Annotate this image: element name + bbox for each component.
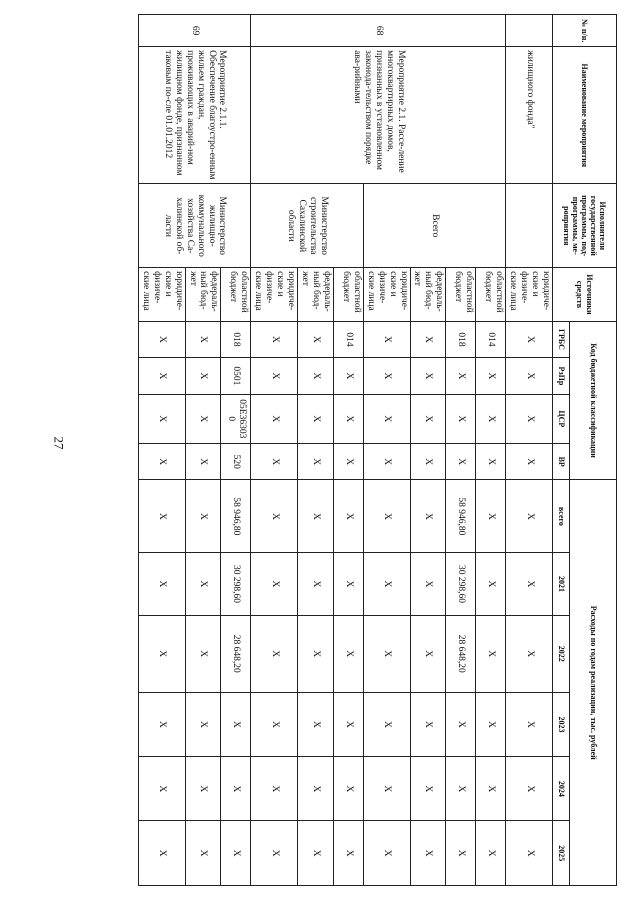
cell-2022: 28 648,20: [221, 615, 251, 692]
cell-2024: Х: [185, 757, 221, 821]
budget-table: [138, 14, 617, 886]
cell-2025: Х: [476, 821, 506, 886]
cell-executor: Всего: [363, 184, 505, 268]
cell-2025: Х: [185, 821, 221, 886]
cell-source: юридиче-ские и физиче-ские лица: [138, 268, 185, 322]
cell-2023: Х: [333, 692, 363, 756]
cell-2024: Х: [506, 757, 553, 821]
cell-vr: Х: [298, 443, 334, 479]
header-num: № п/н.: [553, 15, 617, 47]
cell-source: федераль-ный бюд-жет: [410, 268, 446, 322]
cell-rzpr: Х: [446, 358, 476, 394]
cell-total: Х: [363, 480, 410, 553]
cell-2022: Х: [333, 615, 363, 692]
cell-vr: Х: [333, 443, 363, 479]
cell-grbs: 018: [221, 321, 251, 357]
cell-2021: Х: [185, 553, 221, 615]
cell-2022: 28 648,20: [446, 615, 476, 692]
cell-2022: Х: [476, 615, 506, 692]
cell-source: федераль-ный бюд-жет: [298, 268, 334, 322]
cell-name: Мероприятие 2.1.1. Обеспечение благоустро-енным жильем граждан, проживающих в аварий-ном жилищном фонде, признанном таковым по-сле 01.01.2012: [138, 47, 250, 184]
cell-2023: Х: [476, 692, 506, 756]
cell-2024: Х: [251, 757, 298, 821]
cell-rzpr: Х: [363, 358, 410, 394]
cell-grbs: 014: [476, 321, 506, 357]
cell-executor: Министерство жилищно-коммунального хозяйства Са-халинской об-ласти: [138, 184, 250, 268]
cell-rzpr: Х: [251, 358, 298, 394]
cell-2025: Х: [221, 821, 251, 886]
cell-2024: Х: [221, 757, 251, 821]
cell-csr: Х: [410, 394, 446, 443]
cell-2023: Х: [251, 692, 298, 756]
cell-source: федераль-ный бюд-жет: [185, 268, 221, 322]
cell-2023: Х: [410, 692, 446, 756]
cell-csr: Х: [185, 394, 221, 443]
cell-rzpr: Х: [410, 358, 446, 394]
cell-vr: 520: [221, 443, 251, 479]
cell-grbs: 018: [446, 321, 476, 357]
cell-2023: Х: [221, 692, 251, 756]
cell-name: жилищного фонда": [506, 47, 553, 184]
header-expenses: Расходы по годам реализации, тыс. рублей: [570, 480, 617, 886]
cell-csr: Х: [506, 394, 553, 443]
cell-2024: Х: [298, 757, 334, 821]
header-2021: 2021: [553, 553, 570, 615]
cell-2022: Х: [298, 615, 334, 692]
cell-grbs: Х: [138, 321, 185, 357]
cell-total: Х: [333, 480, 363, 553]
cell-2024: Х: [410, 757, 446, 821]
header-2023: 2023: [553, 692, 570, 756]
cell-2025: Х: [333, 821, 363, 886]
cell-grbs: Х: [185, 321, 221, 357]
cell-source: областной бюджет: [446, 268, 476, 322]
page-number: 27: [51, 436, 67, 450]
cell-2021: Х: [333, 553, 363, 615]
cell-vr: Х: [251, 443, 298, 479]
cell-source: областной бюджет: [221, 268, 251, 322]
cell-grbs: Х: [251, 321, 298, 357]
cell-2022: Х: [410, 615, 446, 692]
header-source: Источники средств: [553, 268, 617, 322]
cell-csr: Х: [251, 394, 298, 443]
cell-2025: Х: [363, 821, 410, 886]
cell-total: Х: [138, 480, 185, 553]
table-row: [476, 15, 506, 886]
header-budget-code: Код бюджетной классификации: [570, 321, 617, 480]
cell-2025: Х: [410, 821, 446, 886]
cell-vr: Х: [446, 443, 476, 479]
cell-2021: Х: [506, 553, 553, 615]
cell-csr: Х: [138, 394, 185, 443]
cell-2021: Х: [251, 553, 298, 615]
cell-executor: Министерство строительства Сахалинской области: [251, 184, 363, 268]
cell-2021: Х: [476, 553, 506, 615]
cell-csr: Х: [476, 394, 506, 443]
cell-grbs: 014: [333, 321, 363, 357]
cell-num: [506, 15, 553, 47]
cell-rzpr: 0501: [221, 358, 251, 394]
cell-total: Х: [506, 480, 553, 553]
cell-2024: Х: [363, 757, 410, 821]
cell-2023: Х: [298, 692, 334, 756]
cell-2023: Х: [138, 692, 185, 756]
cell-2024: Х: [138, 757, 185, 821]
cell-total: Х: [251, 480, 298, 553]
cell-source: юридиче-ские и физиче-ские лица: [363, 268, 410, 322]
header-executor: Исполнители государственной программы, под-программы, ме-роприятия: [553, 184, 617, 268]
cell-2021: 30 298,60: [221, 553, 251, 615]
cell-vr: Х: [138, 443, 185, 479]
header-2022: 2022: [553, 615, 570, 692]
table-row: [221, 15, 251, 886]
cell-executor: [506, 184, 553, 268]
cell-name: Мероприятие 2.1. Рассе-ление многоквартирных домов, признанных в установленном законода-тельством порядке ава-рийными: [251, 47, 506, 184]
cell-rzpr: Х: [333, 358, 363, 394]
cell-source: юридиче-ские и физиче-ские лица: [251, 268, 298, 322]
cell-2023: Х: [363, 692, 410, 756]
cell-source: областной бюджет: [476, 268, 506, 322]
cell-2021: Х: [410, 553, 446, 615]
cell-csr: Х: [363, 394, 410, 443]
cell-csr: Х: [298, 394, 334, 443]
cell-rzpr: Х: [476, 358, 506, 394]
cell-2023: Х: [446, 692, 476, 756]
header-2024: 2024: [553, 757, 570, 821]
header-2025: 2025: [553, 821, 570, 886]
cell-vr: Х: [363, 443, 410, 479]
table-row: [506, 15, 553, 886]
rotated-table-wrapper: [97, 14, 617, 886]
header-total: всего: [553, 480, 570, 553]
cell-total: 58 946,80: [221, 480, 251, 553]
cell-2025: Х: [298, 821, 334, 886]
cell-num: 68: [251, 15, 506, 47]
cell-rzpr: Х: [298, 358, 334, 394]
cell-2024: Х: [333, 757, 363, 821]
header-grbs: ГРБС: [553, 321, 570, 357]
cell-grbs: Х: [298, 321, 334, 357]
cell-2025: Х: [506, 821, 553, 886]
cell-2022: Х: [251, 615, 298, 692]
cell-2022: Х: [363, 615, 410, 692]
cell-total: 58 946,80: [446, 480, 476, 553]
cell-2025: Х: [138, 821, 185, 886]
cell-csr: 05Е36303 0: [221, 394, 251, 443]
cell-csr: Х: [333, 394, 363, 443]
cell-total: Х: [185, 480, 221, 553]
cell-2021: Х: [298, 553, 334, 615]
cell-rzpr: Х: [506, 358, 553, 394]
cell-2021: Х: [138, 553, 185, 615]
cell-2022: Х: [185, 615, 221, 692]
cell-2023: Х: [506, 692, 553, 756]
cell-2024: Х: [446, 757, 476, 821]
cell-grbs: Х: [363, 321, 410, 357]
cell-grbs: Х: [506, 321, 553, 357]
cell-num: 69: [138, 15, 250, 47]
cell-rzpr: Х: [185, 358, 221, 394]
cell-grbs: Х: [410, 321, 446, 357]
cell-source: юридиче-ские и физиче-ские лица: [506, 268, 553, 322]
cell-vr: Х: [410, 443, 446, 479]
cell-2022: Х: [506, 615, 553, 692]
cell-2021: Х: [363, 553, 410, 615]
header-vr: ВР: [553, 443, 570, 479]
header-csr: ЦСР: [553, 394, 570, 443]
cell-vr: Х: [476, 443, 506, 479]
cell-2021: 30 298,60: [446, 553, 476, 615]
cell-2022: Х: [138, 615, 185, 692]
cell-source: областной бюджет: [333, 268, 363, 322]
cell-vr: Х: [185, 443, 221, 479]
cell-2025: Х: [446, 821, 476, 886]
cell-total: Х: [410, 480, 446, 553]
header-name: Наименование мероприятия: [553, 47, 617, 184]
cell-2024: Х: [476, 757, 506, 821]
cell-vr: Х: [506, 443, 553, 479]
cell-total: Х: [476, 480, 506, 553]
cell-2025: Х: [251, 821, 298, 886]
header-rzpr: РзПр: [553, 358, 570, 394]
cell-2023: Х: [185, 692, 221, 756]
cell-total: Х: [298, 480, 334, 553]
cell-rzpr: Х: [138, 358, 185, 394]
cell-csr: Х: [446, 394, 476, 443]
